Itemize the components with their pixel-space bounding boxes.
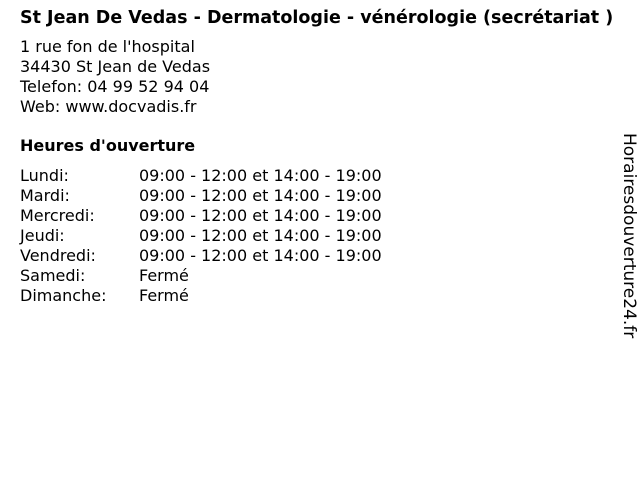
day-hours: 09:00 - 12:00 et 14:00 - 19:00	[139, 206, 382, 225]
day-hours: 09:00 - 12:00 et 14:00 - 19:00	[139, 246, 382, 265]
day-label: Lundi:	[20, 166, 69, 185]
day-hours: 09:00 - 12:00 et 14:00 - 19:00	[139, 226, 382, 245]
day-hours: 09:00 - 12:00 et 14:00 - 19:00	[139, 186, 382, 205]
address-block	[20, 37, 630, 117]
hours-row-thursday	[20, 226, 630, 246]
hours-row-saturday	[20, 266, 630, 286]
opening-hours-table	[20, 166, 630, 306]
hours-row-monday	[20, 166, 630, 186]
website: Web: www.docvadis.fr	[20, 97, 197, 116]
business-card	[20, 8, 630, 306]
day-hours: Fermé	[139, 286, 189, 305]
opening-hours-heading: Heures d'ouverture	[20, 136, 196, 155]
street-address: 1 rue fon de l'hospital	[20, 37, 195, 56]
day-label: Jeudi:	[20, 226, 65, 245]
day-label: Vendredi:	[20, 246, 96, 265]
hours-row-friday	[20, 246, 630, 266]
day-label: Mercredi:	[20, 206, 95, 225]
day-label: Dimanche:	[20, 286, 107, 305]
hours-row-tuesday	[20, 186, 630, 206]
day-hours: Fermé	[139, 266, 189, 285]
city-address: 34430 St Jean de Vedas	[20, 57, 211, 76]
hours-row-sunday	[20, 286, 630, 306]
day-label: Mardi:	[20, 186, 70, 205]
business-title: St Jean De Vedas - Dermatologie - vénérologie (secrétariat )	[20, 8, 614, 28]
day-hours: 09:00 - 12:00 et 14:00 - 19:00	[139, 166, 382, 185]
hours-row-wednesday	[20, 206, 630, 226]
site-watermark: Horairesdouverture24.fr	[619, 133, 639, 339]
phone-number: Telefon: 04 99 52 94 04	[20, 77, 210, 96]
day-label: Samedi:	[20, 266, 86, 285]
